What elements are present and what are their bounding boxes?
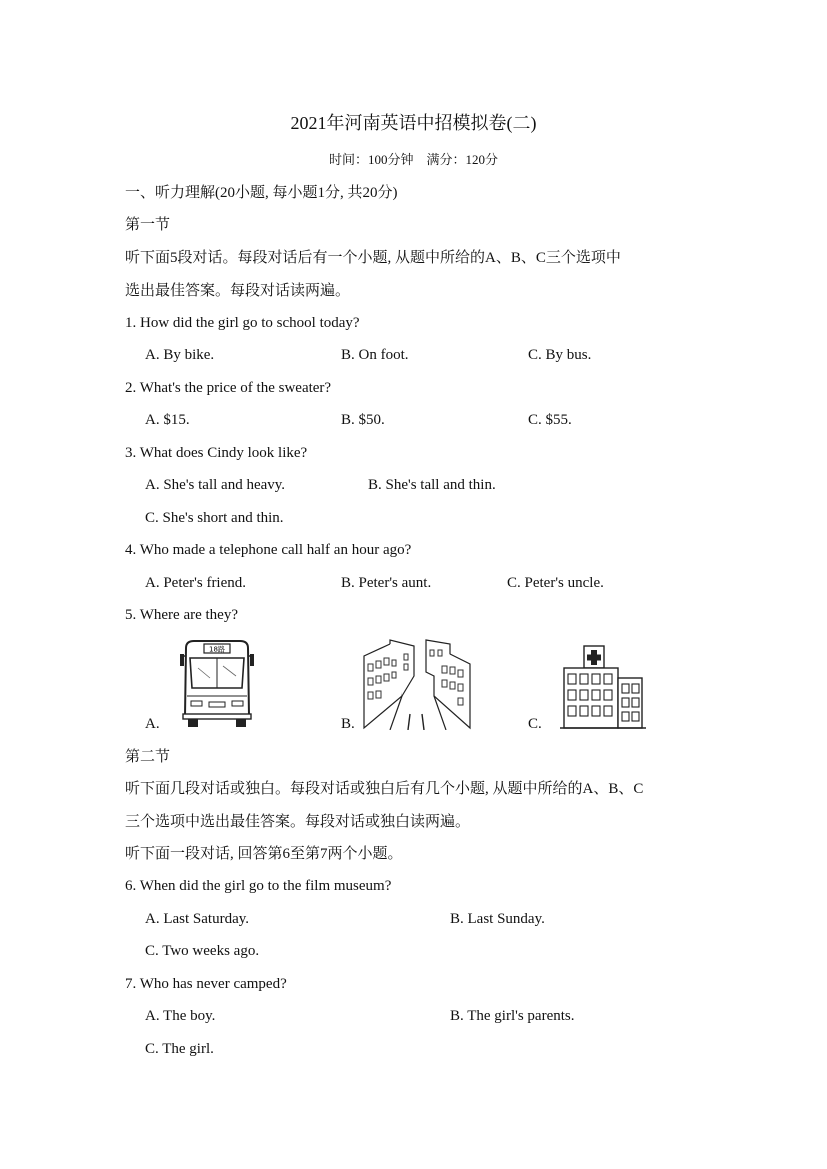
option-c: C. By bus. (528, 347, 592, 363)
sub-instruction: 听下面一段对话, 回答第6至第7两个小题。 (125, 846, 403, 862)
option-b: B. (341, 716, 355, 732)
option-b: B. Last Sunday. (450, 911, 545, 927)
instruction-line: 听下面几段对话或独白。每段对话或独白后有几个小题, 从题中所给的A、B、C (125, 781, 644, 797)
option-a: A. $15. (145, 412, 190, 428)
part-heading: 第一节 (125, 217, 171, 233)
option-a: A. (145, 716, 160, 732)
instruction-line: 三个选项中选出最佳答案。每段对话或独白读两遍。 (125, 814, 471, 830)
page-title: 2021年河南英语中招模拟卷(二) (290, 113, 537, 133)
question-text: 7. Who has never camped? (125, 976, 287, 992)
option-a: A. Last Saturday. (145, 911, 250, 927)
option-b: B. On foot. (341, 347, 409, 363)
exam-meta: 时间：100分钟 满分：120分 (328, 152, 498, 167)
bus-icon (178, 638, 256, 728)
option-b: B. The girl's parents. (450, 1008, 575, 1024)
question-text: 4. Who made a telephone call half an hour ago? (125, 542, 412, 558)
option-b: B. Peter's aunt. (341, 575, 432, 591)
option-b: B. $50. (341, 412, 385, 428)
option-a: A. The boy. (145, 1008, 216, 1024)
option-a: A. She's tall and heavy. (145, 477, 286, 493)
option-c: C. Two weeks ago. (145, 943, 260, 959)
section-heading: 一、听力理解(20小题, 每小题1分, 共20分) (125, 185, 398, 201)
option-b: B. She's tall and thin. (368, 477, 496, 493)
option-c: C. $55. (528, 412, 572, 428)
option-c: C. She's short and thin. (145, 510, 284, 526)
instruction-line: 选出最佳答案。每段对话读两遍。 (125, 283, 351, 299)
option-c: C. (528, 716, 542, 732)
question-text: 5. Where are they? (125, 607, 238, 623)
option-c: C. Peter's uncle. (507, 575, 604, 591)
option-a: A. By bike. (145, 347, 215, 363)
hospital-icon (560, 640, 646, 730)
part-heading: 第二节 (125, 749, 171, 765)
street-icon (362, 636, 472, 730)
option-c: C. The girl. (145, 1041, 214, 1057)
question-text: 2. What's the price of the sweater? (125, 380, 332, 396)
question-text: 6. When did the girl go to the film museum? (125, 878, 392, 894)
bus-route-sign: 18路 (209, 645, 225, 654)
option-a: A. Peter's friend. (145, 575, 247, 591)
instruction-line: 听下面5段对话。每段对话后有一个小题, 从题中所给的A、B、C三个选项中 (125, 250, 621, 266)
question-text: 3. What does Cindy look like? (125, 445, 308, 461)
question-text: 1. How did the girl go to school today? (125, 315, 360, 331)
